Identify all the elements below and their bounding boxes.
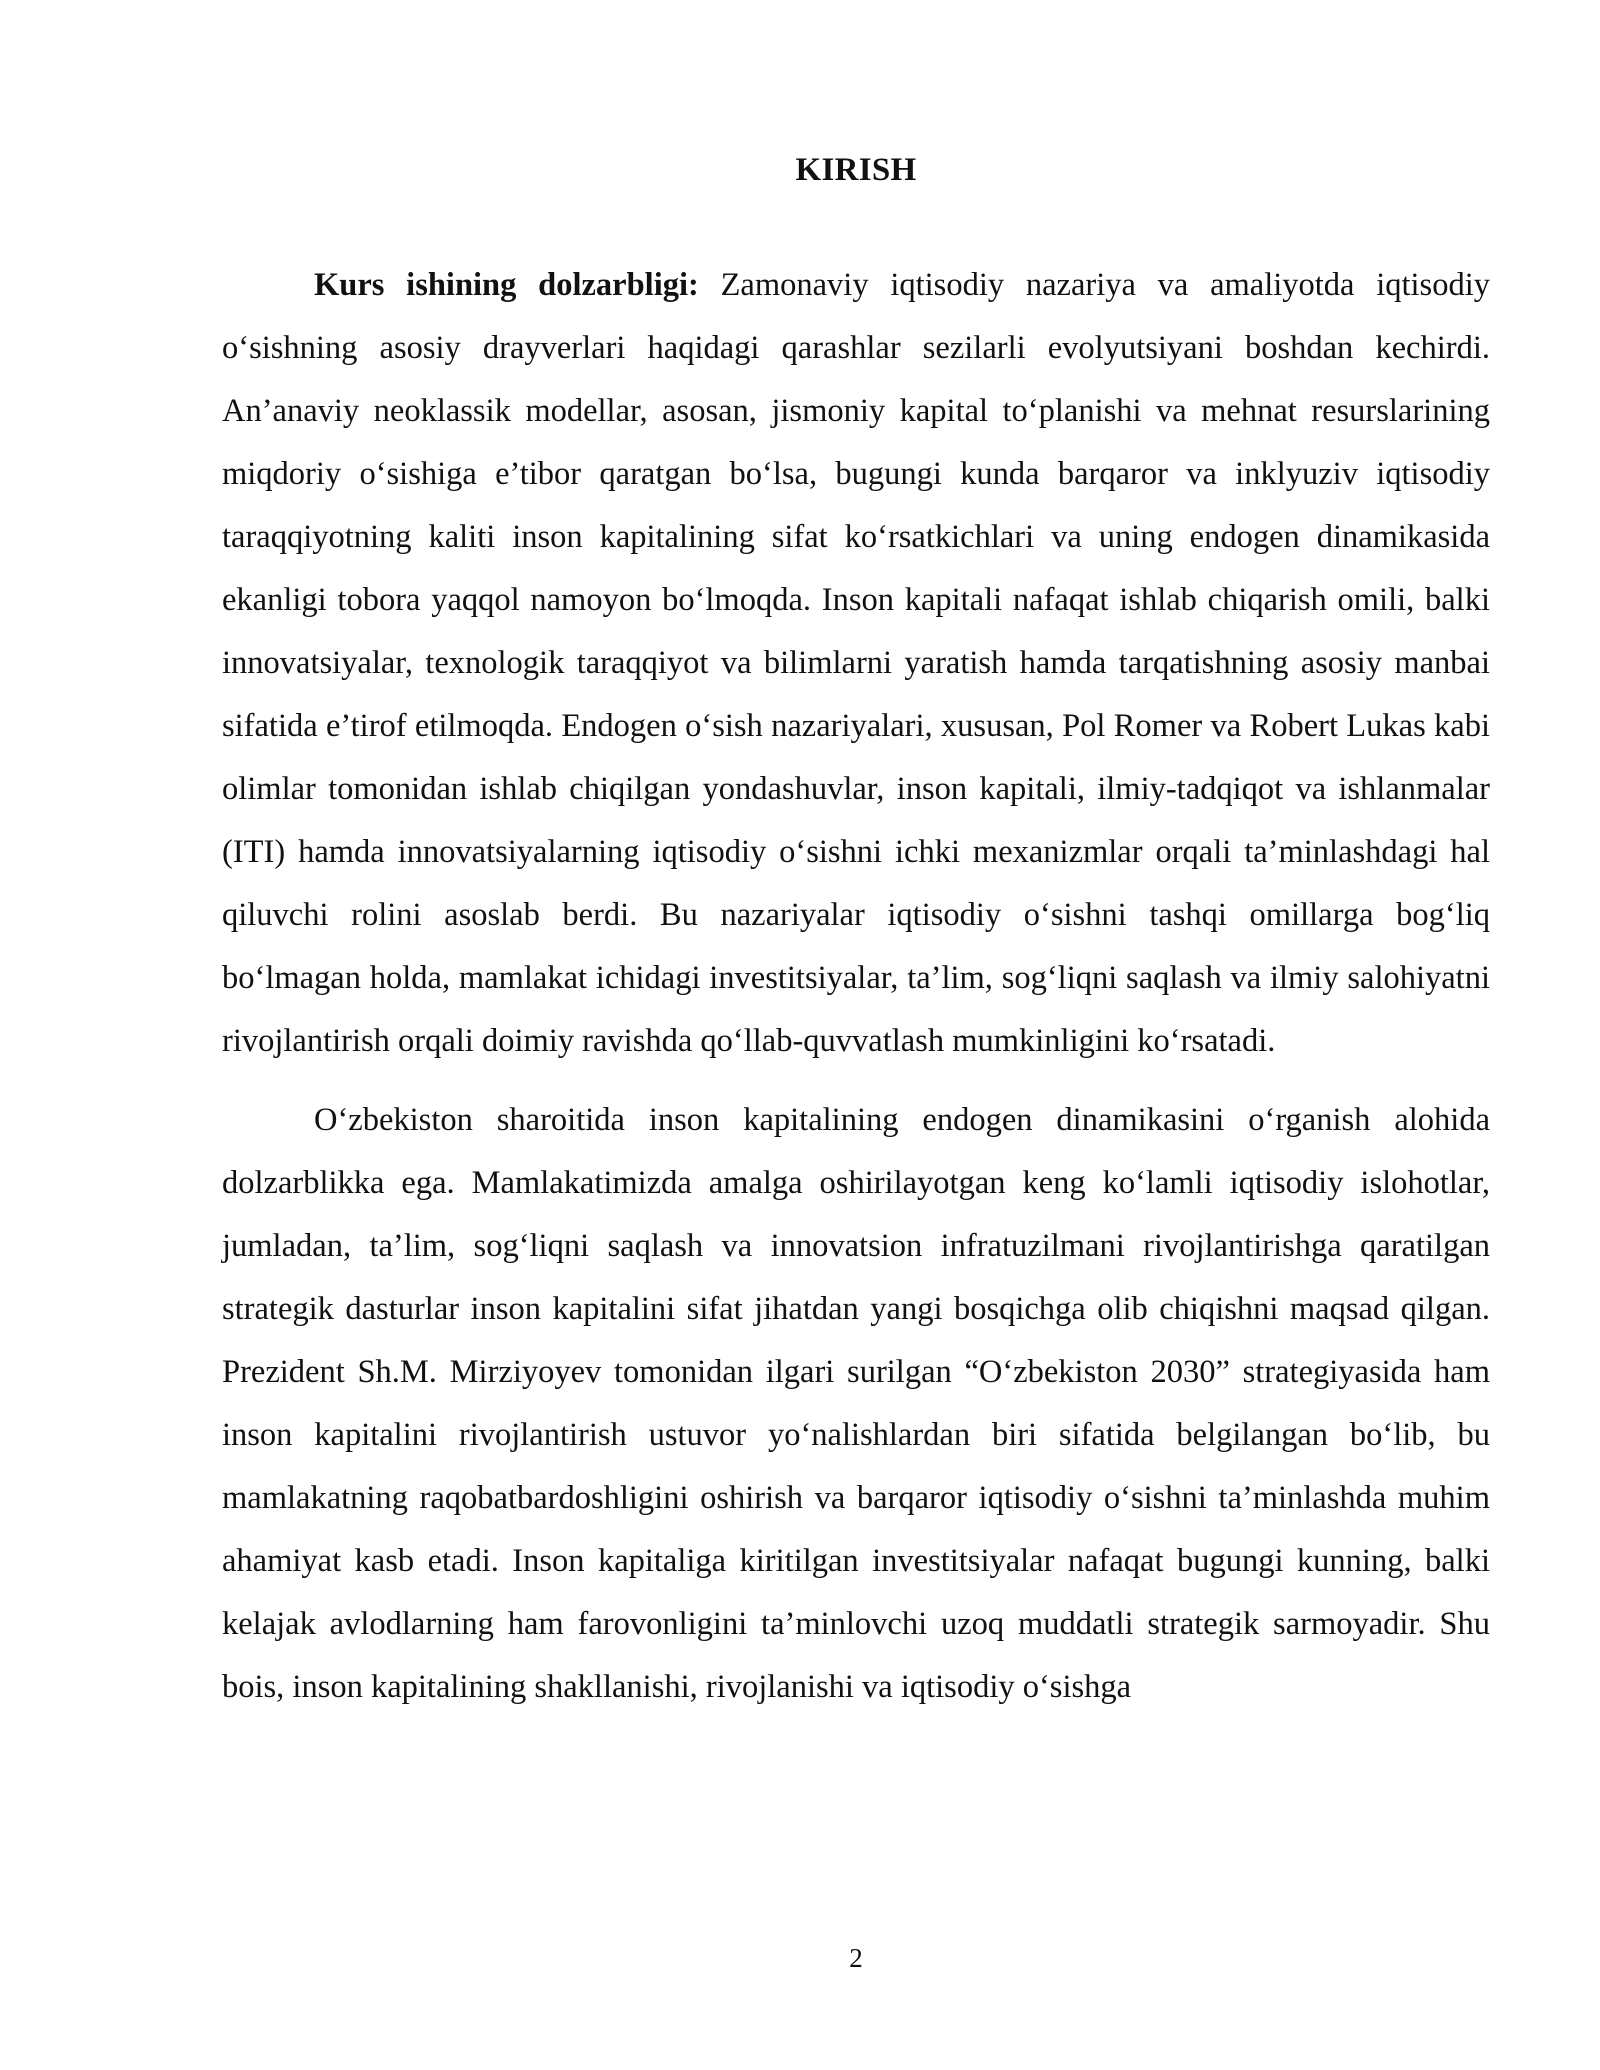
paragraph-uzbekistan <box>222 1089 1490 1719</box>
body-text <box>222 254 1490 1735</box>
paragraph-text: Zamonaviy iqtisodiy nazariya va amaliyotda iqtisodiy o‘sishning asosiy drayverlari haqidagi qarashlar sezilarli evolyutsiyani boshdan kechirdi. An’anaviy neoklassik modellar, asosan, jismoniy kapital to‘planishi va mehnat resurslarining miqdoriy o‘sishiga e’tibor qaratgan bo‘lsa, bugungi kunda barqaror va inklyuziv iqtisodiy taraqqiyotning kaliti inson kapitalining sifat ko‘rsatkichlari va uning endogen dinamikasida ekanligi tobora yaqqol namoyon bo‘lmoqda. Inson kapitali nafaqat ishlab chiqarish omili, balki innovatsiyalar, texnologik taraqqiyot va bilimlarni yaratish hamda tarqatishning asosiy manbai sifatida e’tirof etilmoqda. Endogen o‘sish nazariyalari, xususan, Pol Romer va Robert Lukas kabi olimlar tomonidan ishlab chiqilgan yondashuvlar, inson kapitali, ilmiy-tadqiqot va ishlanmalar (ITI) hamda innovatsiyalarning iqtisodiy o‘sishni ichki mexanizmlar orqali ta’minlashdagi hal qiluvchi rolini asoslab berdi. Bu nazariyalar iqtisodiy o‘sishni tashqi omillarga bog‘liq bo‘lmagan holda, mamlakat ichidagi investitsiyalar, ta’lim, sog‘liqni saqlash va ilmiy salohiyatni rivojlantirish orqali doimiy ravishda qo‘llab-quvvatlash mumkinligini ko‘rsatadi. <box>222 267 1490 1059</box>
page-number: 2 <box>849 1943 863 1973</box>
paragraph-text: O‘zbekiston sharoitida inson kapitalining endogen dinamikasini o‘rganish alohida dolzarblikka ega. Mamlakatimizda amalga oshirilayotgan keng ko‘lamli iqtisodiy islohotlar, jumladan, ta’lim, sog‘liqni saqlash va innovatsion infratuzilmani rivojlantirishga qaratilgan strategik dasturlar inson kapitalini sifat jihatdan yangi bosqichga olib chiqishni maqsad qilgan. Prezident Sh.M. Mirziyoyev tomonidan ilgari surilgan “O‘zbekiston 2030” strategiyasida ham inson kapitalini rivojlantirish ustuvor yo‘nalishlardan biri sifatida belgilangan bo‘lib, bu mamlakatning raqobatbardoshligini oshirish va barqaror iqtisodiy o‘sishni ta’minlashda muhim ahamiyat kasb etadi. Inson kapitaliga kiritilgan investitsiyalar nafaqat bugungi kunning, balki kelajak avlodlarning ham farovonligini ta’minlovchi uzoq muddatli strategik sarmoyadir. Shu bois, inson kapitalining shakllanishi, rivojlanishi va iqtisodiy o‘sishga <box>222 1102 1490 1705</box>
paragraph-lead: Kurs ishining dolzarbligi: <box>314 267 699 303</box>
section-heading: KIRISH <box>795 152 917 188</box>
paragraph-relevance <box>222 254 1490 1073</box>
